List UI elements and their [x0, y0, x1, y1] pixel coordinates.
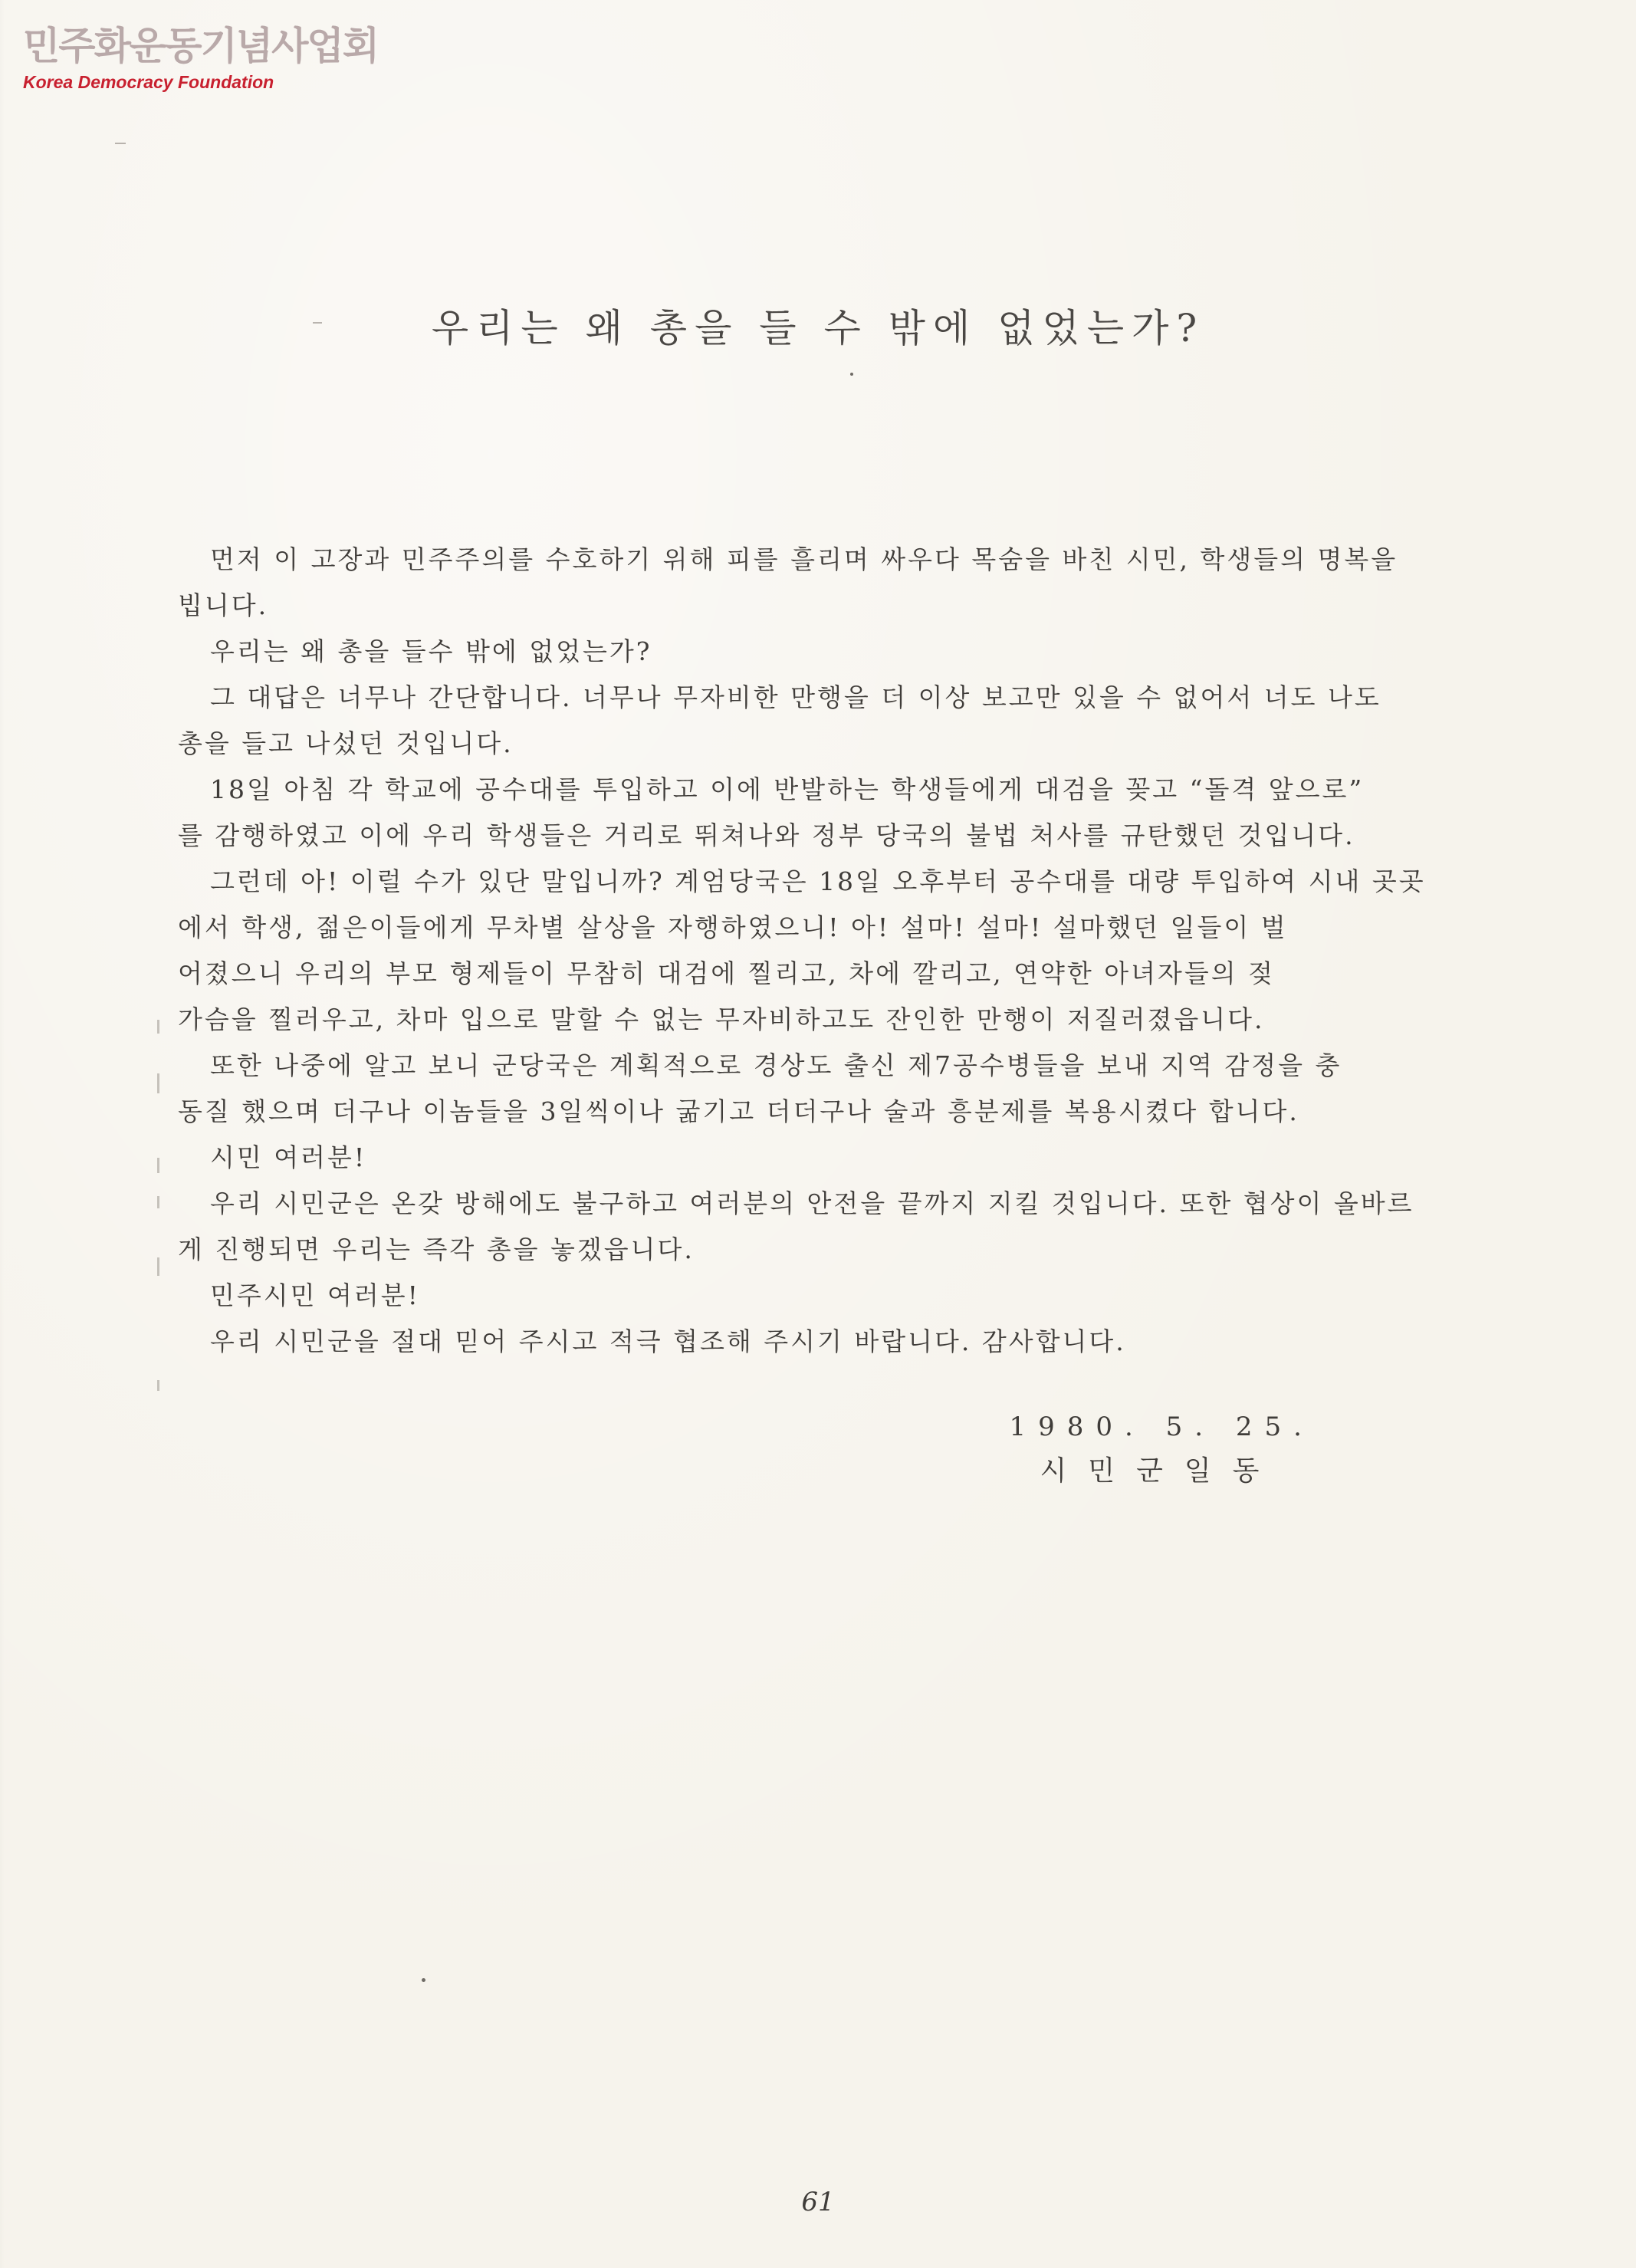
- speck: [850, 373, 853, 376]
- margin-mark: [157, 1020, 159, 1034]
- margin-mark: [157, 1073, 159, 1093]
- logo-english-text: Korea Democracy Foundation: [23, 72, 274, 92]
- document-date: 1980. 5. 25.: [1009, 1412, 1314, 1442]
- logo-korean-text: 민주화운동기념사업회: [23, 24, 378, 68]
- body-line: 게 진행되면 우리는 즉각 총을 놓겠읍니다.: [178, 1234, 695, 1264]
- body-line: 그런데 아! 이럴 수가 있단 말입니까? 계엄당국은 18일 오후부터 공수대를 대량 투입하여 시내 곳곳: [210, 866, 1426, 896]
- body-line: 민주시민 여러분!: [210, 1280, 420, 1310]
- document-body: [178, 537, 1527, 1365]
- body-line: 동질 했으며 더구나 이놈들을 3일씩이나 굶기고 더더구나 술과 흥분제를 복용시켰다 합니다.: [178, 1096, 1299, 1126]
- document-signer: 시민군일동: [1040, 1455, 1281, 1487]
- body-line: 빕니다.: [178, 590, 269, 620]
- body-line: 어졌으니 우리의 부모 형제들이 무참히 대검에 찔리고, 차에 깔리고, 연약한 아녀자들의 젖: [178, 958, 1275, 988]
- body-line: 18일 아침 각 학교에 공수대를 투입하고 이에 반발하는 학생들에게 대검을 꽂고 “돌격 앞으로”: [210, 774, 1365, 804]
- margin-mark: [157, 1196, 159, 1208]
- margin-tick: [115, 143, 126, 144]
- body-line: 총을 들고 나섰던 것입니다.: [178, 728, 514, 758]
- body-line: 시민 여러분!: [210, 1142, 367, 1172]
- body-line: 또한 나중에 알고 보니 군당국은 계획적으로 경상도 출신 제7공수병들을 보내 지역 감정을 충: [210, 1050, 1342, 1080]
- body-line: 우리 시민군은 온갖 방해에도 불구하고 여러분의 안전을 끝까지 지킬 것입니다. 또한 협상이 올바르: [210, 1188, 1414, 1218]
- body-line: 우리 시민군을 절대 믿어 주시고 적극 협조해 주시기 바랍니다. 감사합니다.: [210, 1326, 1126, 1356]
- body-line: 우리는 왜 총을 들수 밖에 없었는가?: [210, 636, 652, 666]
- document-title: 우리는 왜 총을 들 수 밖에 없었는가?: [431, 306, 1205, 350]
- body-line: 를 감행하였고 이에 우리 학생들은 거리로 뛰쳐나와 정부 당국의 불법 처사를 규탄했던 것입니다.: [178, 820, 1355, 850]
- body-line: 그 대답은 너무나 간단합니다. 너무나 무자비한 만행을 더 이상 보고만 있을 수 없어서 너도 나도: [210, 682, 1381, 712]
- page-number: 61: [801, 2187, 835, 2217]
- body-line: 가슴을 찔러우고, 차마 입으로 말할 수 없는 무자비하고도 잔인한 만행이 저질러졌읍니다.: [178, 1004, 1265, 1034]
- margin-mark: [157, 1158, 159, 1173]
- body-line: 에서 학생, 젊은이들에게 무차별 살상을 자행하였으니! 아! 설마! 설마! 설마했던 일들이 벌: [178, 912, 1288, 942]
- margin-mark: [157, 1257, 159, 1276]
- speck: [422, 1978, 425, 1982]
- signature-block: [1010, 1405, 1314, 1494]
- body-line: 먼저 이 고장과 민주주의를 수호하기 위해 피를 흘리며 싸우다 목숨을 바친 시민, 학생들의 명복을: [210, 544, 1398, 574]
- watermark-logo: [23, 21, 378, 93]
- margin-mark: [157, 1380, 159, 1391]
